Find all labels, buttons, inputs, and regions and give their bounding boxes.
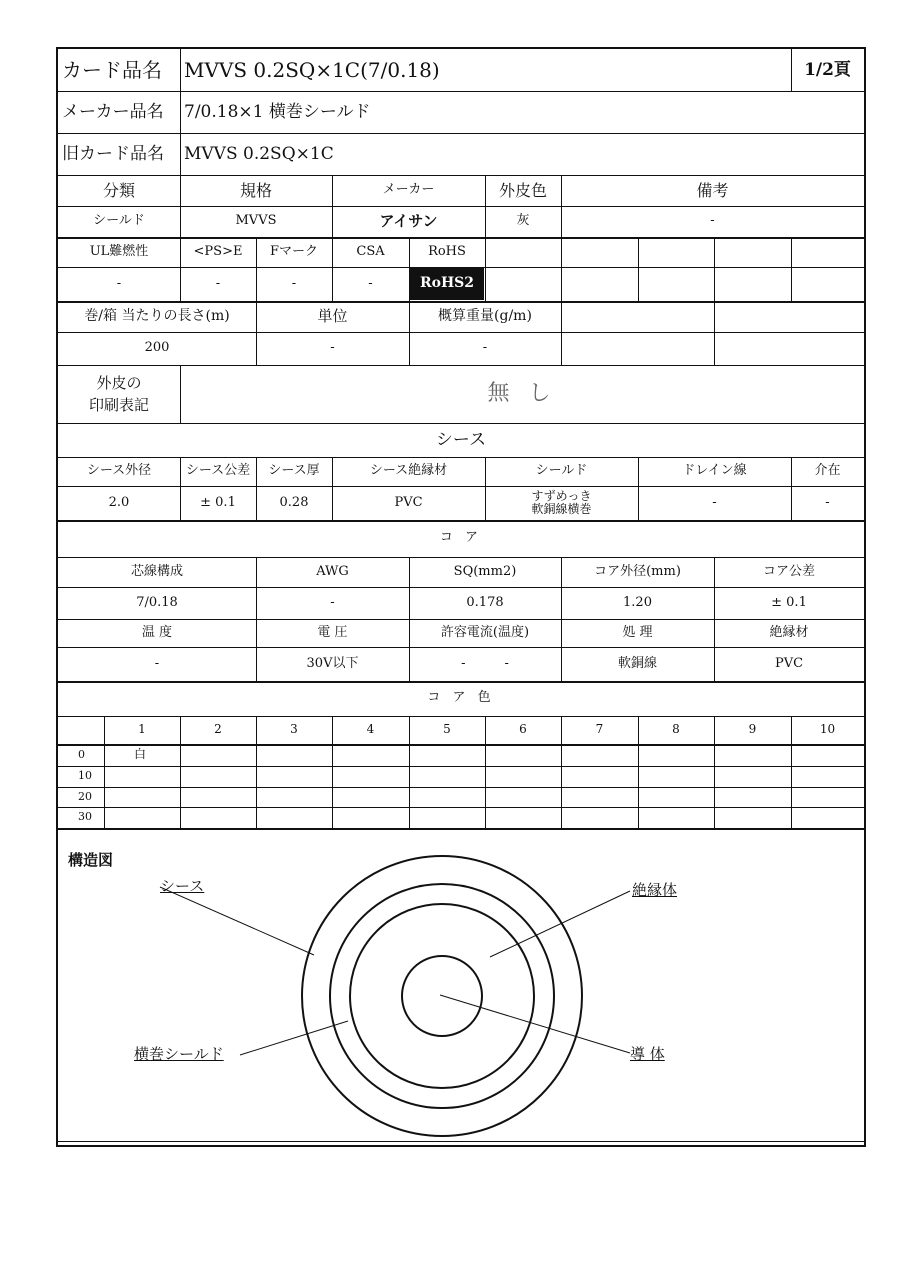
color-cell <box>638 744 714 766</box>
treatment-header: 処 理 <box>622 624 653 640</box>
core-tol-value: ± 0.1 <box>771 594 807 610</box>
core-od-header: コア外径(mm) <box>594 563 681 579</box>
color-cell <box>714 807 791 828</box>
length-header: 巻/箱 当たりの長さ(m) <box>84 307 230 324</box>
color-cell <box>104 787 180 807</box>
color-column-header: 3 <box>290 722 298 737</box>
unit-header: 単位 <box>317 307 348 326</box>
sheath-thick-header: シース厚 <box>268 463 320 479</box>
sheath-od-header: シース外径 <box>86 463 152 479</box>
fmark-header: Fマーク <box>269 243 319 259</box>
awg-value: - <box>330 594 335 610</box>
ul-value: - <box>116 275 122 291</box>
color-cell <box>104 807 180 828</box>
old-card-value: MVVS 0.2SQ×1C <box>184 143 334 164</box>
conductor-label: 導 体 <box>630 1045 665 1063</box>
color-cell <box>791 807 864 828</box>
color-cell <box>409 787 485 807</box>
color-cell <box>485 787 561 807</box>
shield-leader-line <box>240 1021 348 1055</box>
rohs-badge: RoHS2 <box>410 268 484 300</box>
color-cell <box>791 766 864 787</box>
color-cell <box>561 744 638 766</box>
outer-color-header: 外皮色 <box>498 180 547 200</box>
sheath-tol-header: シース公差 <box>185 463 251 479</box>
maker-value: アイサン <box>379 212 438 231</box>
core-title: コ ア <box>439 530 483 546</box>
color-cell <box>332 807 409 828</box>
color-cell <box>561 766 638 787</box>
sheath-od-value: 2.0 <box>108 494 130 510</box>
insulator-label: 絶縁体 <box>632 881 678 899</box>
color-column-header: 4 <box>366 722 375 737</box>
weight-header: 概算重量(g/m) <box>438 307 532 324</box>
core-construction-header: 芯線構成 <box>130 563 183 579</box>
color-cell <box>409 807 485 828</box>
csa-value: - <box>368 275 373 291</box>
color-cell <box>638 766 714 787</box>
color-cell <box>638 787 714 807</box>
print-label <box>58 365 180 423</box>
color-row-label: 30 <box>78 810 92 824</box>
color-column-header: 7 <box>595 722 604 737</box>
sheath-insul-header: シース絶縁材 <box>369 463 448 479</box>
color-column-header: 2 <box>214 722 222 737</box>
structure-title: 構造図 <box>68 851 114 869</box>
standard-header: 規格 <box>239 180 272 200</box>
sheath-insul-value: PVC <box>394 494 423 510</box>
color-cell <box>791 744 864 766</box>
temperature-value: - <box>154 655 160 671</box>
color-column-header: 5 <box>443 722 451 737</box>
print-label-line2: 印刷表記 <box>88 396 149 414</box>
color-cell <box>561 807 638 828</box>
fmark-value: - <box>291 275 297 291</box>
pse-value: - <box>215 275 221 291</box>
color-cell <box>332 744 409 766</box>
page-number: 1/2頁 <box>804 59 851 80</box>
core-color-title: コ ア 色 <box>427 690 495 706</box>
outer-color-value: 灰 <box>516 213 530 229</box>
sheath-tol-value: ± 0.1 <box>200 494 236 510</box>
classification-value: シールド <box>93 213 145 229</box>
color-cell <box>180 787 256 807</box>
color-cell <box>714 744 791 766</box>
color-column-header: 6 <box>519 722 527 737</box>
standard-value: MVVS <box>235 213 277 229</box>
spec-sheet <box>56 47 866 1147</box>
color-cell <box>256 807 332 828</box>
sheath-title: シース <box>435 429 487 450</box>
voltage-header: 電 圧 <box>317 624 348 640</box>
color-cell <box>409 766 485 787</box>
color-row-label: 20 <box>78 789 92 803</box>
color-cell <box>256 744 332 766</box>
awg-header: AWG <box>316 563 349 579</box>
insulation-value: PVC <box>774 655 804 671</box>
maker-name-value: 7/0.18×1 横巻シールド <box>184 101 371 122</box>
pse-header: <PS>E <box>193 243 243 259</box>
color-cell <box>485 807 561 828</box>
shield-value: すずめっき 軟銅線横巻 <box>531 489 592 516</box>
voltage-value: 30V以下 <box>306 655 359 671</box>
treatment-value: 軟銅線 <box>617 655 657 671</box>
shield-header: シールド <box>535 463 588 479</box>
filler-value: - <box>825 494 830 510</box>
cable-cross-section <box>58 831 864 1145</box>
card-name-label: カード品名 <box>62 58 162 82</box>
sq-header: SQ(mm2) <box>453 563 517 579</box>
rohs-header: RoHS <box>428 243 466 259</box>
maker-name-label: メーカー品名 <box>62 101 164 122</box>
insulation-header: 絶縁材 <box>769 624 809 640</box>
sheath-label: シース <box>160 877 205 895</box>
color-cell <box>714 787 791 807</box>
color-cell <box>180 766 256 787</box>
color-cell: 白 <box>134 747 147 762</box>
remarks-value: - <box>710 213 715 229</box>
drain-header: ドレイン線 <box>682 463 747 479</box>
classification-header: 分類 <box>102 180 135 200</box>
current-value: - - <box>461 655 509 671</box>
color-cell <box>638 807 714 828</box>
card-name-value: MVVS 0.2SQ×1C(7/0.18) <box>184 58 440 82</box>
sq-value: 0.178 <box>466 594 504 610</box>
color-column-header: 10 <box>819 722 836 737</box>
old-card-label: 旧カード品名 <box>62 143 164 164</box>
csa-header: CSA <box>356 243 385 259</box>
color-cell <box>409 744 485 766</box>
drain-value: - <box>712 494 717 510</box>
color-cell <box>485 766 561 787</box>
color-cell <box>714 766 791 787</box>
core-tol-header: コア公差 <box>762 563 815 579</box>
color-cell <box>332 787 409 807</box>
color-cell <box>485 744 561 766</box>
maker-header: メーカー <box>382 182 435 198</box>
core-od-value: 1.20 <box>623 594 652 610</box>
color-row-label: 10 <box>78 769 92 783</box>
current-header: 許容電流(温度) <box>440 624 530 640</box>
insulator-leader-line <box>490 891 630 957</box>
core-construction-value: 7/0.18 <box>136 594 178 610</box>
weight-value: - <box>482 340 488 356</box>
color-cell <box>180 807 256 828</box>
conductor-leader-line <box>440 995 630 1053</box>
filler-header: 介在 <box>814 463 841 479</box>
color-column-header: 1 <box>138 722 146 737</box>
ul-header: UL難燃性 <box>89 243 149 259</box>
sheath-thick-value: 0.28 <box>279 494 309 510</box>
color-cell <box>180 744 256 766</box>
structure-diagram <box>58 831 864 1145</box>
unit-value: - <box>330 340 335 356</box>
color-cell <box>791 787 864 807</box>
color-row-label: 0 <box>78 747 85 761</box>
length-value: 200 <box>144 340 170 356</box>
shield-label: 横巻シールド <box>134 1045 224 1063</box>
color-cell <box>332 766 409 787</box>
color-column-header: 9 <box>748 722 757 737</box>
print-value: 無 し <box>487 380 557 406</box>
remarks-header: 備考 <box>696 180 729 200</box>
sheath-leader-line <box>160 887 314 955</box>
temperature-header: 温 度 <box>141 624 173 640</box>
color-column-header: 8 <box>672 722 680 737</box>
color-cell <box>256 766 332 787</box>
print-label-line1: 外皮の <box>96 373 142 392</box>
color-cell <box>104 766 180 787</box>
color-cell <box>256 787 332 807</box>
color-cell <box>561 787 638 807</box>
